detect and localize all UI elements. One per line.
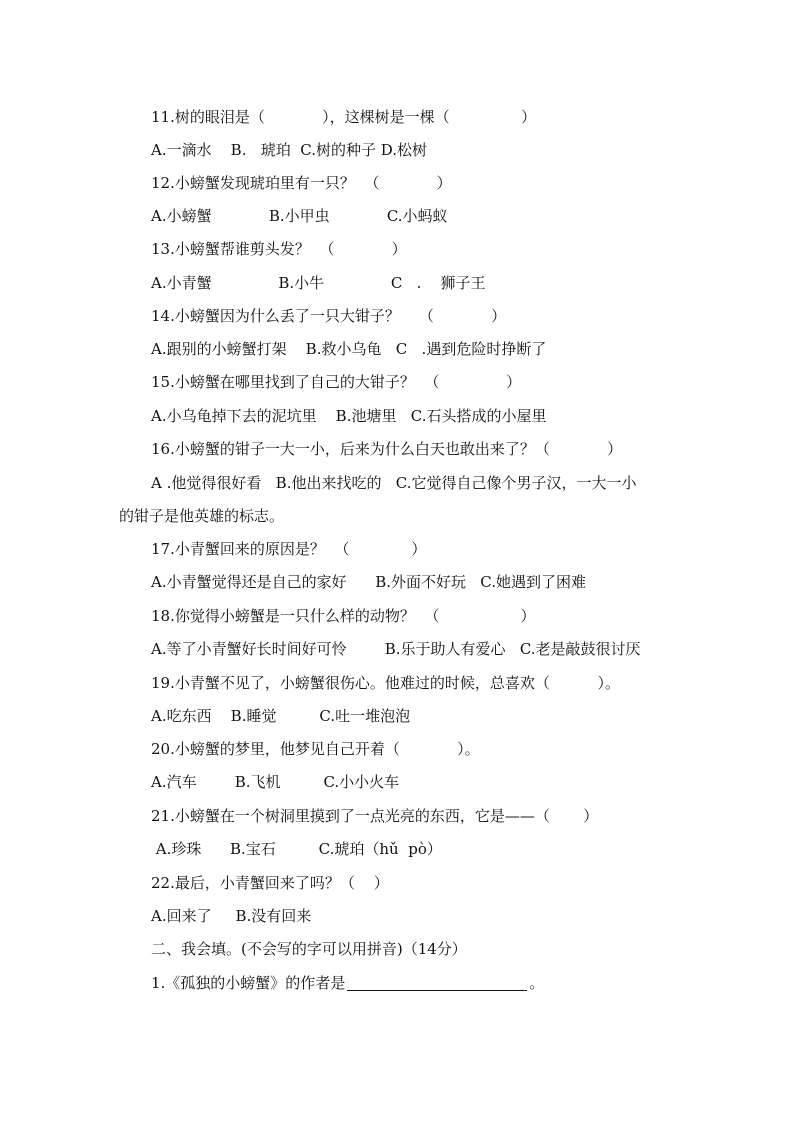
question-12: 12.小螃蟹发现琥珀里有一只？ （ ）: [151, 174, 452, 192]
question-14: 14.小螃蟹因为什么丢了一只大钳子？ （ ）: [151, 307, 507, 325]
question-13: 13.小螃蟹帮谁剪头发？ （ ）: [151, 240, 407, 258]
question-21: 21.小螃蟹在一个树洞里摸到了一点光亮的东西，它是——（ ）: [151, 807, 599, 825]
question-16: 16.小螃蟹的钳子一大一小，后来为什么白天也敢出来了？（ ）: [151, 440, 623, 458]
options-13: A.小青蟹 B.小牛 C . 狮子王: [151, 274, 486, 292]
options-22: A.回来了 B.没有回来: [151, 907, 312, 925]
fill-question-1: [151, 972, 544, 994]
options-16-continued: 的钳子是他英雄的标志。: [119, 507, 285, 525]
options-11: A.一滴水 B. 琥珀 C.树的种子 D.松树: [151, 141, 428, 159]
options-20: A.汽车 B.飞机 C.小小火车: [151, 773, 400, 791]
section-2-heading: 二、我会填。(不会写的字可以用拼音)（14分）: [151, 940, 467, 958]
question-11: 11.树的眼泪是（ ），这棵树是一棵（ ）: [151, 108, 537, 126]
options-19: A.吃东西 B.睡觉 C.吐一堆泡泡: [151, 707, 411, 725]
options-21: A.珍珠 B.宝石 C.琥珀（hǔ pò）: [151, 840, 442, 858]
question-18: 18.你觉得小螃蟹是一只什么样的动物？ （ ）: [151, 607, 536, 625]
question-17: 17.小青蟹回来的原因是？ （ ）: [151, 540, 427, 558]
question-15: 15.小螃蟹在哪里找到了自己的大钳子？ （ ）: [151, 373, 522, 391]
answer-blank[interactable]: [347, 974, 527, 991]
options-17: A.小青蟹觉得还是自己的家好 B.外面不好玩 C.她遇到了困难: [151, 573, 587, 591]
options-18: A.等了小青蟹好长时间好可怜 B.乐于助人有爱心 C.老是敲鼓很讨厌: [151, 640, 641, 658]
question-22: 22.最后，小青蟹回来了吗？（ ）: [151, 874, 389, 892]
question-19: 19.小青蟹不见了，小螃蟹很伤心。他难过的时候，总喜欢（ ）。: [151, 674, 621, 692]
options-16: A .他觉得很好看 B.他出来找吃的 C.它觉得自己像个男子汉，一大一小: [151, 474, 637, 492]
options-12: A.小螃蟹 B.小甲虫 C.小蚂蚁: [151, 207, 448, 225]
question-20: 20.小螃蟹的梦里，他梦见自己开着（ ）。: [151, 740, 480, 758]
options-15: A.小乌龟掉下去的泥坑里 B.池塘里 C.石头搭成的小屋里: [151, 407, 547, 425]
fill-question-1-suffix: 。: [529, 974, 545, 992]
options-14: A.跟别的小螃蟹打架 B.救小乌龟 C .遇到危险时挣断了: [151, 340, 547, 358]
fill-question-1-prefix: 1.《孤独的小螃蟹》的作者是: [151, 974, 346, 992]
